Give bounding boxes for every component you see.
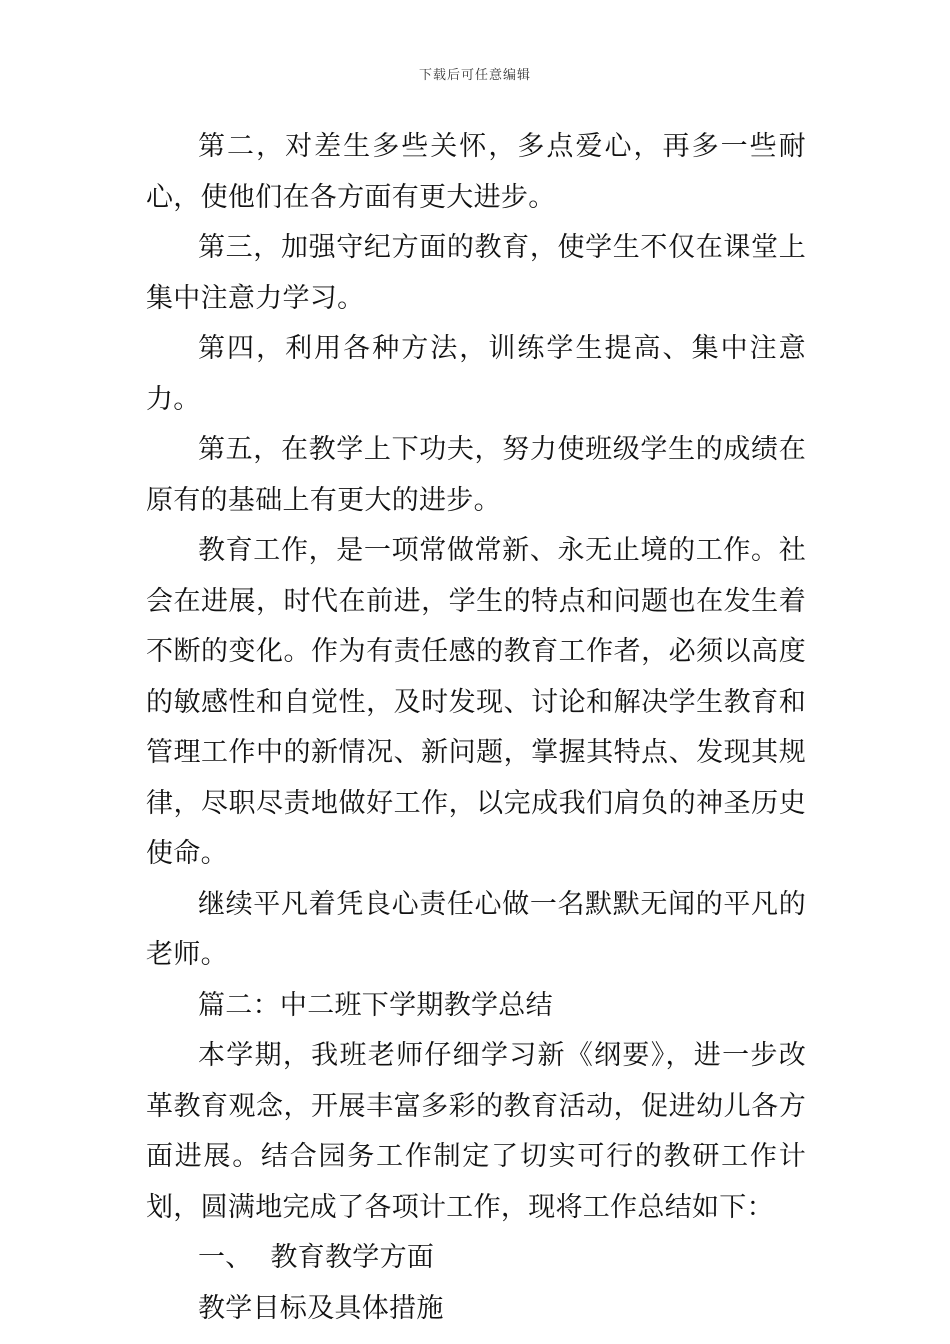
paragraph-continue: 继续平凡着凭良心责任心做一名默默无闻的平凡的老师。: [146, 888, 806, 970]
paragraph-semester-intro: 本学期，我班老师仔细学习新《纲要》，进一步改革教育观念，开展丰富多彩的教育活动，促进幼儿各方面进展。结合园务工作制定了切实可行的教研工作计划，圆满地完成了各项计工作，现将工作总结如下：: [146, 1040, 806, 1223]
paragraph-4: 第四，利用各种方法，训练学生提高、集中注意力。: [146, 333, 806, 415]
paragraph-2: 第二，对差生多些关怀，多点爱心，再多一些耐心，使他们在各方面有更大进步。: [146, 131, 806, 213]
paragraph-3: 第三，加强守纪方面的教育，使学生不仅在课堂上集中注意力学习。: [146, 232, 806, 314]
page-header-note: 下载后可任意编辑: [418, 68, 531, 83]
subheading-goals-measures: 教学目标及具体措施: [198, 1292, 444, 1324]
section-heading-teaching: 一、 教育教学方面: [198, 1242, 435, 1273]
paragraph-5: 第五，在教学上下功夫，努力使班级学生的成绩在原有的基础上有更大的进步。: [146, 434, 806, 516]
document-body: [146, 122, 806, 1334]
paragraph-education-work: 教育工作，是一项常做常新、永无止境的工作。社会在进展，时代在前进，学生的特点和问题也在发生着不断的变化。作为有责任感的教育工作者，必须以高度的敏感性和自觉性，及时发现、讨论和解决学生教育和管理工作中的新情况、新问题，掌握其特点、发现其规律，尽职尽责地做好工作，以完成我们肩负的神圣历史使命。: [146, 535, 806, 869]
section-title-part-two: 篇二：中二班下学期教学总结: [198, 989, 553, 1021]
